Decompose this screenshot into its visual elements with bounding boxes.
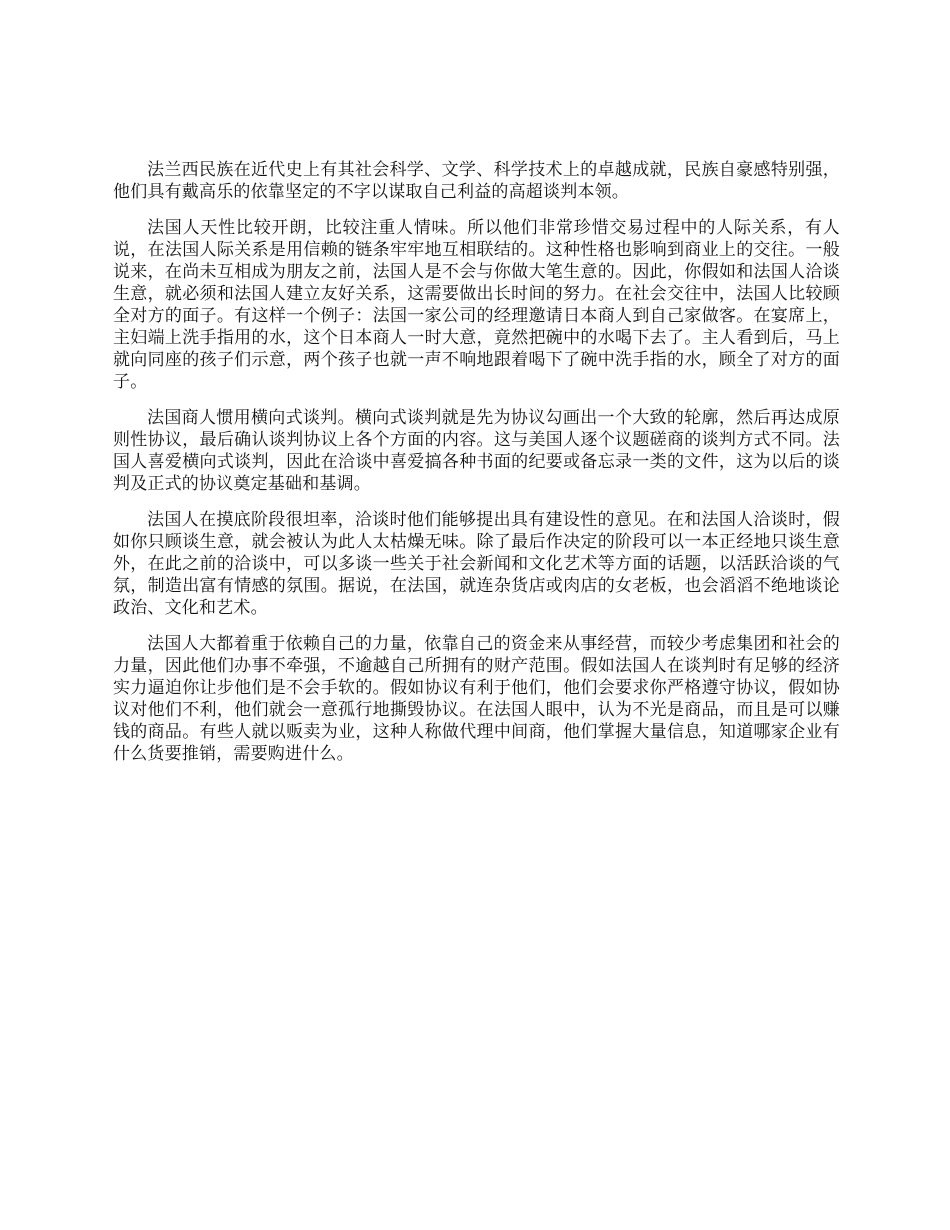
paragraph-horizontal-negotiation: 法国商人惯用横向式谈判。横向式谈判就是先为协议勾画出一个大致的轮廓，然后再达成原则性协议，最后确认谈判协议上各个方面的内容。这与美国人逐个议题磋商的谈判方式不同。法国人喜爱横向式谈判，因此在洽谈中喜爱搞各种书面的纪要或备忘录一类的文件，这为以后的谈判及正式的协议奠定基础和基调。 — [113, 408, 840, 494]
paragraph-personal-relations: 法国人天性比较开朗，比较注重人情味。所以他们非常珍惜交易过程中的人际关系，有人说，在法国人际关系是用信赖的链条牢牢地互相联结的。这种性格也影响到商业上的交往。一般说来，在尚未互相成为朋友之前，法国人是不会与你做大笔生意的。因此，你假如和法国人洽谈生意，就必须和法国人建立友好关系，这需要做出长时间的努力。在社会交往中，法国人比较顾全对方的面子。有这样一个例子：法国一家公司的经理邀请日本商人到自己家做客。在宴席上，主妇端上洗手指用的水，这个日本商人一时大意，竟然把碗中的水喝下去了。主人看到后，马上就向同座的孩子们示意，两个孩子也就一声不响地跟着喝下了碗中洗手指的水，顾全了对方的面子。 — [113, 218, 840, 392]
paragraph-self-reliance: 法国人大都着重于依赖自己的力量，依靠自己的资金来从事经营，而较少考虑集团和社会的力量，因此他们办事不牵强，不逾越自己所拥有的财产范围。假如法国人在谈判时有足够的经济实力逼迫你让步他们是不会手软的。假如协议有利于他们，他们会要求你严格遵守协议，假如协议对他们不利，他们就会一意孤行地撕毁协议。在法国人眼中，认为不光是商品，而且是可以赚钱的商品。有些人就以贩卖为业，这种人称做代理中间商，他们掌握大量信息，知道哪家企业有什么货要推销，需要购进什么。 — [113, 634, 840, 764]
paragraph-exploration-stage: 法国人在摸底阶段很坦率，洽谈时他们能够提出具有建设性的意见。在和法国人洽谈时，假如你只顾谈生意，就会被认为此人太枯燥无味。除了最后作决定的阶段可以一本正经地只谈生意外，在此之前的洽谈中，可以多谈一些关于社会新闻和文化艺术等方面的话题，以活跃洽谈的气氛，制造出富有情感的氛围。据说，在法国，就连杂货店或肉店的女老板，也会滔滔不绝地谈论政治、文化和艺术。 — [113, 510, 840, 618]
paragraph-national-pride: 法兰西民族在近代史上有其社会科学、文学、科学技术上的卓越成就，民族自豪感特别强，他们具有戴高乐的依靠坚定的不字以谋取自己利益的高超谈判本领。 — [113, 160, 840, 202]
document-body — [113, 159, 840, 779]
